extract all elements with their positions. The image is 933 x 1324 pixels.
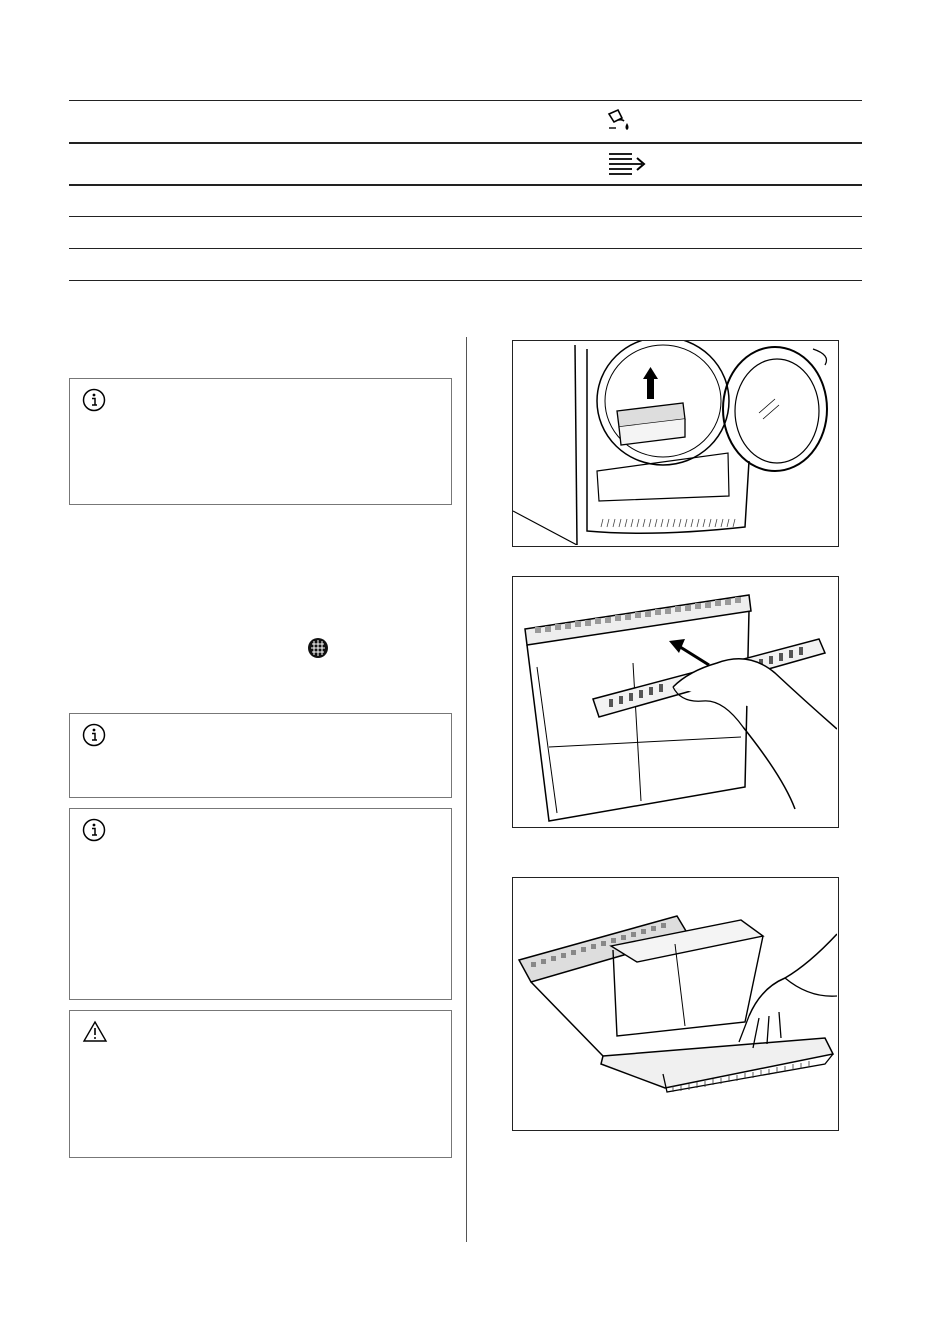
filter-mesh-icon [307,637,329,664]
warning-triangle-icon [82,1020,108,1049]
clean-filter-by-hand-illustration [512,877,839,1131]
info-icon [82,723,106,752]
fabric-layers-arrow-icon [606,150,650,183]
dry-cleaning-icon [606,108,634,139]
info-icon [82,388,106,417]
info-note-box [69,713,452,798]
info-note-box [69,378,452,505]
remove-filter-from-dryer-illustration [512,340,839,547]
warning-note-box [69,1010,452,1158]
table-rule [69,184,862,186]
table-rule [69,142,862,144]
column-divider [466,337,467,1242]
table-rule [69,216,862,217]
info-note-box [69,808,452,1000]
table-rule [69,248,862,249]
table-rule [69,280,862,281]
open-filter-illustration [512,576,839,828]
table-rule [69,100,862,101]
info-icon [82,818,106,847]
